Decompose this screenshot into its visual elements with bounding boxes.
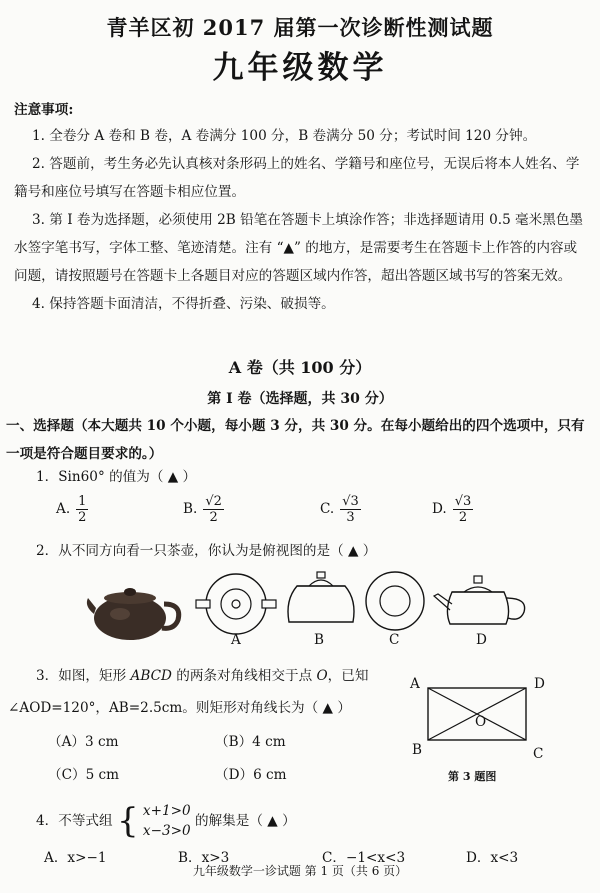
q4-inequality-1: x+1>0 [142, 803, 191, 819]
teapot-photo [84, 562, 184, 646]
q1-option-c: C. $\frac{√3}{3}$ [320, 494, 359, 525]
teapot-view-a-icon [194, 570, 278, 638]
vertex-d-label: D [534, 676, 545, 692]
notice-heading: 注意事项: [14, 102, 74, 118]
section-a-title: A 卷（共 100 分） [228, 358, 372, 377]
q1-option-a: A. $\frac{1}{2}$ [56, 494, 87, 525]
exam-subtitle: 九年级数学 [212, 50, 388, 86]
q1-stem: 1．Sin60° 的值为（ ▲ ） [36, 469, 197, 485]
q3-option-d: （D）6 cm [215, 767, 287, 783]
q3-stem-line1: 3．如图，矩形 ABCD 的两条对角线相交于点 O，已知 [36, 668, 369, 684]
q1-option-d: D. $\frac{√3}{2}$ [432, 494, 472, 525]
q2-label-a: A [231, 632, 241, 648]
teapot-view-d-icon [430, 570, 530, 632]
section-instruction: 一、选择题（本大题共 10 个小题，每小题 3 分，共 30 分。在每小题给出的四个选项中，只有一项是符合题目要求的。） [6, 418, 585, 462]
part1-title: 第 I 卷（选择题，共 30 分） [207, 391, 393, 407]
notice-item-2: 2. 答题前，考生务必先认真核对条形码上的姓名、学籍号和座位号，无误后将本人姓名、学籍号和座位号填写在答题卡相应位置。 [14, 156, 580, 200]
q3-option-b: （B）4 cm [215, 734, 286, 750]
q4-inequality-2: x−3>0 [142, 823, 191, 839]
vertex-a-label: A [410, 676, 420, 692]
page-footer: 九年级数学一诊试题 第 1 页（共 6 页） [192, 864, 408, 878]
q4-option-d: D．x<3 [466, 850, 519, 866]
notice-item-1: 1. 全卷分 A 卷和 B 卷，A 卷满分 100 分，B 卷满分 50 分；考试时间 120 分钟。 [32, 128, 537, 144]
q4-option-a: A．x>−1 [44, 850, 107, 866]
q1-option-b: B. $\frac{√2}{2}$ [183, 494, 222, 525]
q3-stem-line2: ∠AOD=120°，AB=2.5cm。则矩形对角线长为（ ▲ ） [8, 700, 351, 716]
q2-label-b: B [314, 632, 324, 648]
vertex-b-label: B [412, 742, 422, 758]
teapot-view-c-icon [362, 568, 428, 634]
q2-label-d: D [476, 632, 487, 648]
q2-stem: 2．从不同方向看一只茶壶，你认为是俯视图的是（ ▲ ） [36, 543, 377, 559]
teapot-view-b-icon [283, 566, 359, 634]
exam-title: 青羊区初 2017 届第一次诊断性测试题 [106, 15, 494, 40]
q2-label-c: C [389, 632, 400, 648]
notice-item-3: 3. 第 I 卷为选择题，必须使用 2B 铅笔在答题卡上填涂作答；非选择题请用 0.5 毫米黑色墨水签字笔书写，字体工整、笔迹清楚。注有 “▲” 的地方，是需要考生在答题卡上作答的内容或问题，请按照题号在答题卡上各题目对应的答题区域内作答，超出答题区域书写的答案无效。 [14, 212, 584, 284]
figure-caption: 第 3 题图 [448, 770, 497, 783]
q3-option-c: （C）5 cm [48, 767, 120, 783]
notice-item-4: 4. 保持答题卡面清洁，不得折叠、污染、破损等。 [32, 296, 335, 312]
q4-option-c: C．−1<x<3 [322, 850, 406, 866]
vertex-c-label: C [533, 746, 544, 762]
q3-option-a: （A）3 cm [48, 734, 119, 750]
center-o-label: O [475, 714, 487, 730]
q4-stem: 4．不等式组 { x+1>0 x−3>0 的解集是（ ▲ ） [36, 801, 296, 841]
q4-option-b: B．x>3 [178, 850, 230, 866]
